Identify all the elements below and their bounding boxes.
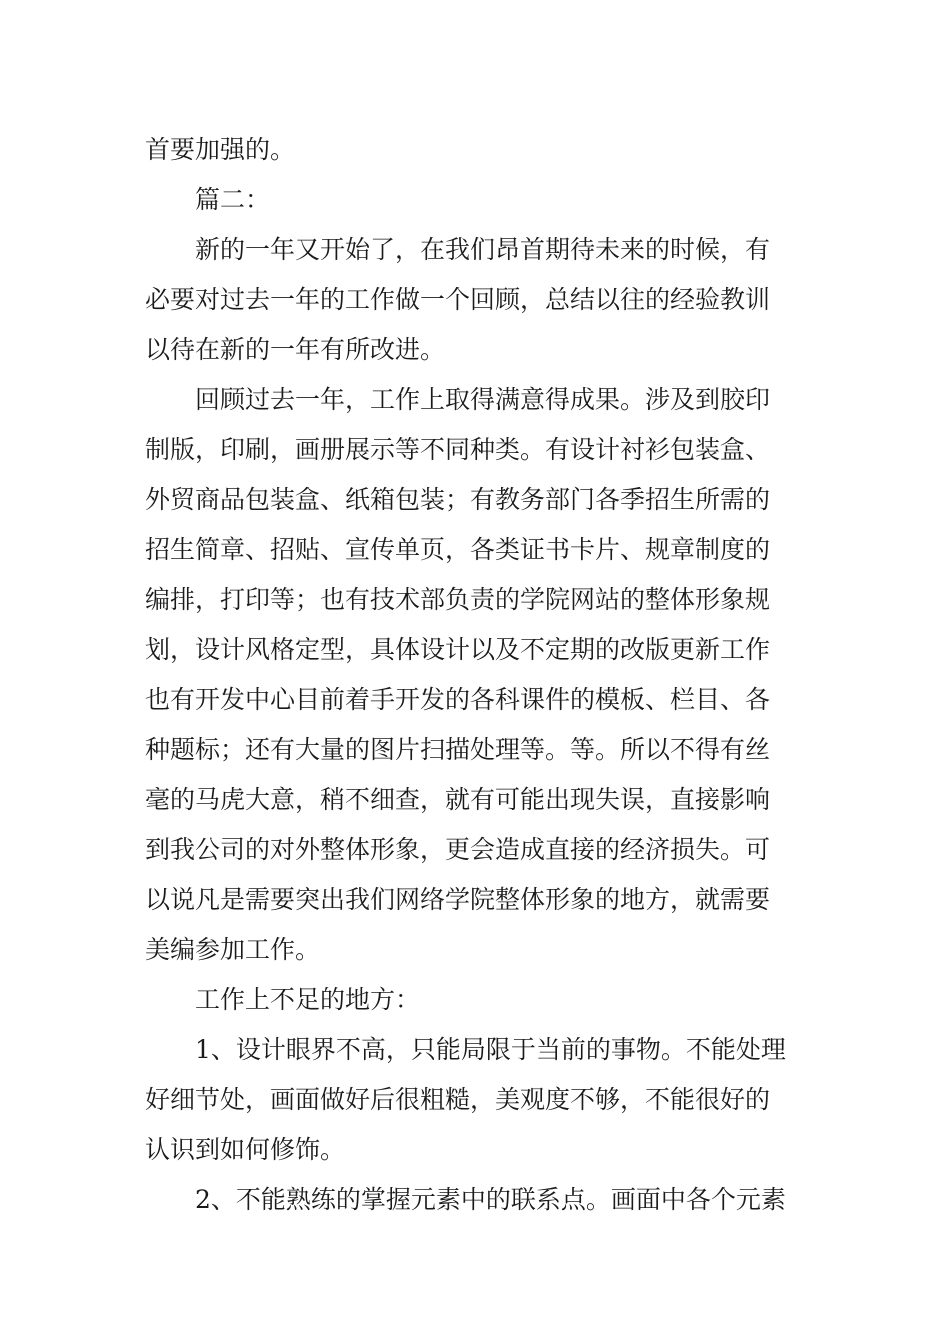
paragraph-line: 编排，打印等；也有技术部负责的学院网站的整体形象规 xyxy=(145,585,771,614)
paragraph-line: 毫的马虎大意，稍不细查，就有可能出现失误，直接影响 xyxy=(145,785,771,814)
subsection-heading: 工作上不足的地方： xyxy=(195,985,421,1014)
list-item-line: 好细节处，画面做好后很粗糙，美观度不够，不能很好的 xyxy=(145,1085,771,1114)
paragraph-line: 到我公司的对外整体形象，更会造成直接的经济损失。可 xyxy=(145,835,771,864)
paragraph-line: 以待在新的一年有所改进。 xyxy=(145,335,446,364)
text-line: 首要加强的。 xyxy=(145,135,296,164)
list-item-line: 2、不能熟练的掌握元素中的联系点。画面中各个元素 xyxy=(195,1185,786,1214)
paragraph-line: 新的一年又开始了，在我们昂首期待未来的时候，有 xyxy=(195,235,771,264)
paragraph-line: 招生简章、招贴、宣传单页，各类证书卡片、规章制度的 xyxy=(145,535,771,564)
list-item-line: 认识到如何修饰。 xyxy=(145,1135,346,1164)
paragraph-line: 划，设计风格定型，具体设计以及不定期的改版更新工作 xyxy=(145,635,771,664)
paragraph-line: 也有开发中心目前着手开发的各科课件的模板、栏目、各 xyxy=(145,685,771,714)
paragraph-line: 回顾过去一年，工作上取得满意得成果。涉及到胶印 xyxy=(195,385,771,414)
section-heading: 篇二： xyxy=(195,185,271,214)
list-item-line: 1、设计眼界不高，只能局限于当前的事物。不能处理 xyxy=(195,1035,786,1064)
paragraph-line: 外贸商品包装盒、纸箱包装；有教务部门各季招生所需的 xyxy=(145,485,771,514)
paragraph-line: 以说凡是需要突出我们网络学院整体形象的地方，就需要 xyxy=(145,885,771,914)
paragraph-line: 美编参加工作。 xyxy=(145,935,321,964)
paragraph-line: 必要对过去一年的工作做一个回顾，总结以往的经验教训 xyxy=(145,285,771,314)
paragraph-line: 制版，印刷，画册展示等不同种类。有设计衬衫包装盒、 xyxy=(145,435,771,464)
paragraph-line: 种题标；还有大量的图片扫描处理等。等。所以不得有丝 xyxy=(145,735,771,764)
